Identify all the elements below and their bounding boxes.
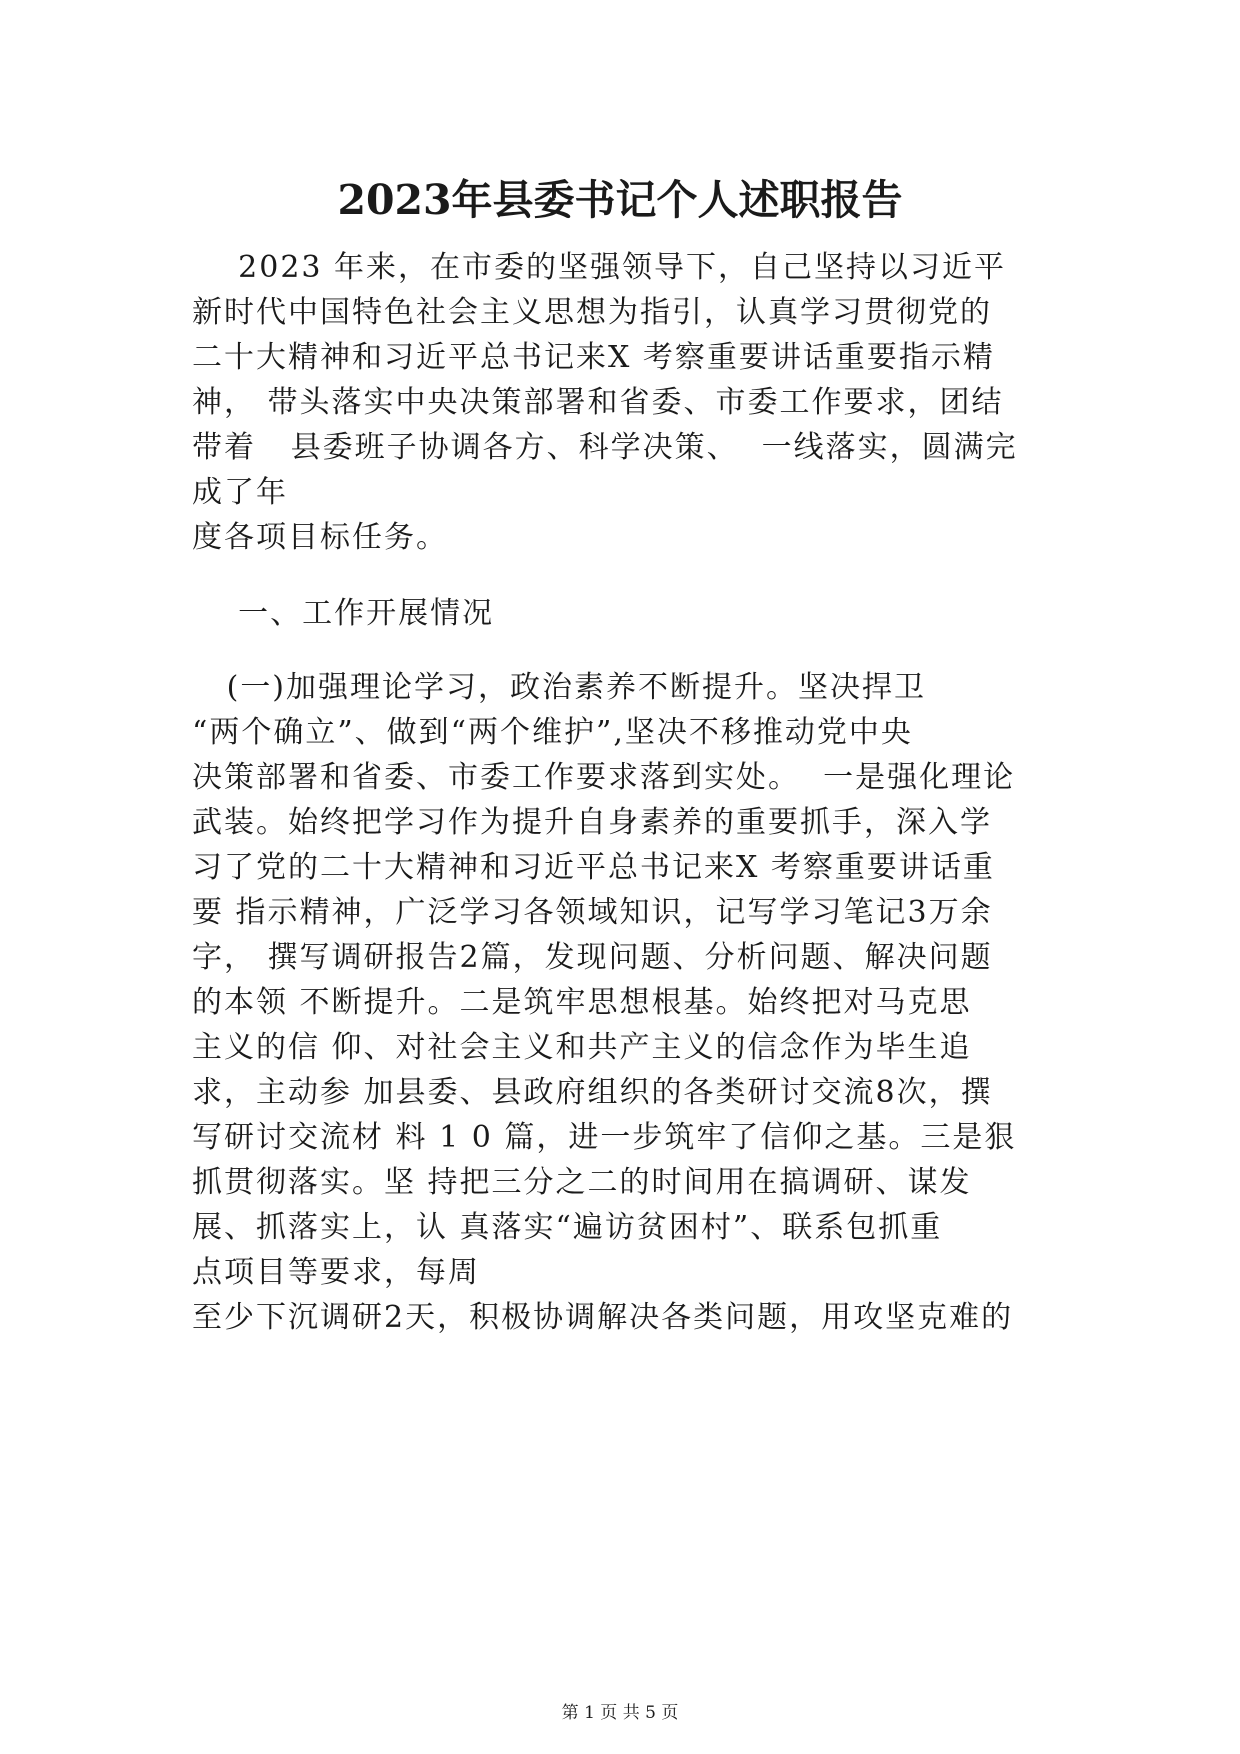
section-heading: 一、工作开展情况 — [192, 596, 495, 631]
document-title: 2023年县委书记个人述职报告 — [337, 176, 903, 224]
body-line: 成了年 — [192, 475, 288, 510]
page-number: 第 1 页 共 5 页 — [561, 1703, 679, 1723]
body-line: 度各项目标任务。 — [192, 520, 448, 555]
body-line: “两个确立”、做到“两个维护”,坚决不移推动党中央 — [192, 715, 913, 750]
body-line: 要 指示精神，广泛学习各领域知识，记写学习笔记3万余 — [192, 895, 993, 930]
body-line: 点项目等要求，每周 — [192, 1255, 480, 1290]
body-line: 新时代中国特色社会主义思想为指引，认真学习贯彻党的 — [192, 295, 992, 330]
body-line: 展、抓落实上，认 真落实“遍访贫困村”、联系包抓重 — [192, 1210, 943, 1245]
body-line: 习了党的二十大精神和习近平总书记来X 考察重要讲话重 — [192, 850, 995, 885]
body-line: 武装。始终把学习作为提升自身素养的重要抓手，深入学 — [192, 805, 992, 840]
body-line: 主义的信 仰、对社会主义和共产主义的信念作为毕生追 — [192, 1030, 972, 1065]
body-line: 二十大精神和习近平总书记来X 考察重要讲话重要指示精 — [192, 340, 995, 375]
body-line: 抓贯彻落实。坚 持把三分之二的时间用在搞调研、谋发 — [192, 1165, 972, 1200]
body-line: 神， 带头落实中央决策部署和省委、市委工作要求，团结 — [192, 385, 1004, 420]
body-line: 决策部署和省委、市委工作要求落到实处。 一是强化理论 — [192, 760, 1016, 795]
body-line: 的本领 不断提升。二是筑牢思想根基。始终把对马克思 — [192, 985, 972, 1020]
body-line: 至少下沉调研2天，积极协调解决各类问题，用攻坚克难的 — [192, 1300, 1014, 1335]
body-line: 带着 县委班子协调各方、科学决策、 一线落实，圆满完 — [192, 430, 1018, 465]
body-line: 写研讨交流材 料 1 0 篇，进一步筑牢了信仰之基。三是狠 — [192, 1120, 1017, 1155]
body-line: 求，主动参 加县委、县政府组织的各类研讨交流8次，撰 — [192, 1075, 993, 1110]
body-line: (一)加强理论学习，政治素养不断提升。坚决捍卫 — [192, 670, 927, 705]
body-line: 2023 年来，在市委的坚强领导下，自己坚持以习近平 — [192, 250, 1007, 285]
body-line: 字， 撰写调研报告2篇，发现问题、分析问题、解决问题 — [192, 940, 993, 975]
